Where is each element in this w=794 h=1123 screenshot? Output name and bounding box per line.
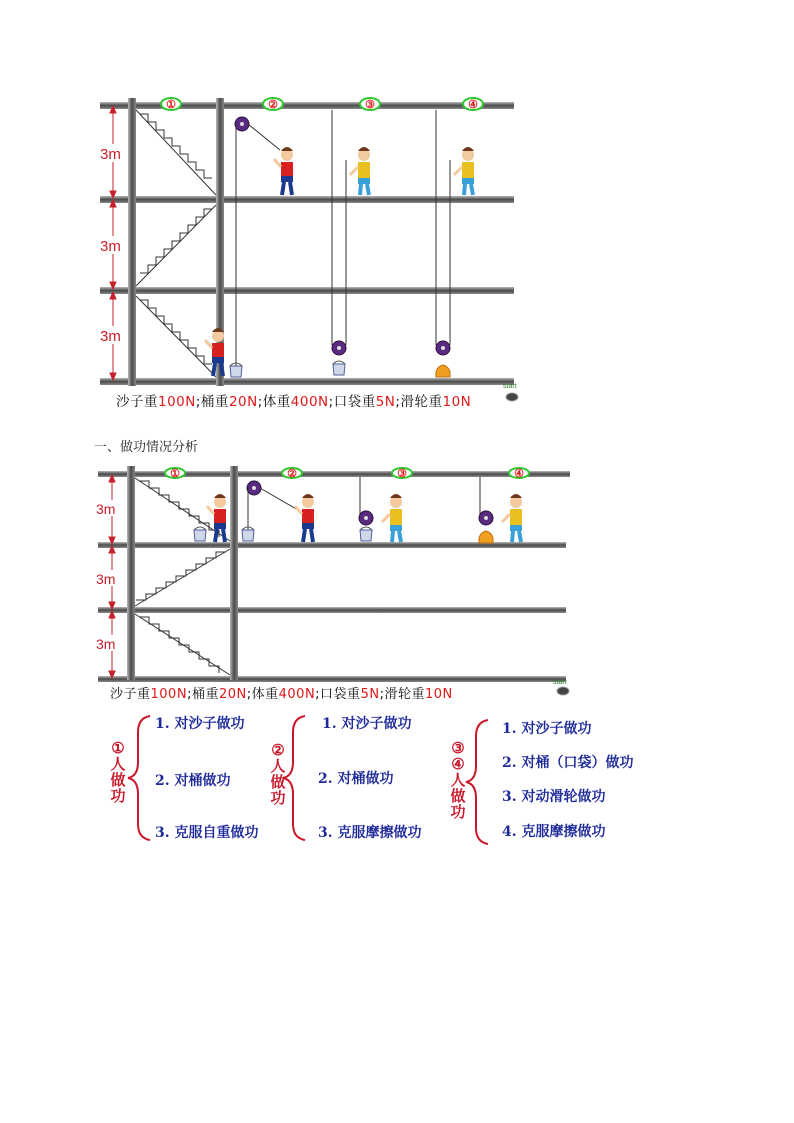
label-char: 功 xyxy=(110,787,126,805)
group-2-label xyxy=(268,742,288,806)
brace-group-3 xyxy=(466,720,488,844)
group-1-item-1: 1. 对沙子做功 xyxy=(155,716,245,732)
brace-group-1 xyxy=(128,716,150,840)
caption-text: ;滑轮重 xyxy=(379,687,425,702)
group-1-item-3: 3. 克服自重做功 xyxy=(155,825,259,841)
caption-value: 100N xyxy=(158,394,196,410)
marker-3: ③ xyxy=(365,99,375,111)
label-char: 人 xyxy=(270,757,286,775)
caption-text: ;体重 xyxy=(246,687,279,702)
start-label: start xyxy=(503,383,517,390)
marker-1: ① xyxy=(170,468,180,480)
caption-value: 5N xyxy=(360,687,380,702)
marker-1: ① xyxy=(166,99,176,111)
dimension-label: 3m xyxy=(96,571,116,587)
section-heading: 一、做功情况分析 xyxy=(94,440,199,455)
caption-text: ;口袋重 xyxy=(328,394,376,410)
label-char: ② xyxy=(271,741,285,759)
group-3-item-1: 1. 对沙子做功 xyxy=(502,721,592,737)
group-1-item-2: 2. 对桶做功 xyxy=(155,773,231,789)
group-2-item-2: 2. 对桶做功 xyxy=(318,771,394,787)
dimension-label: 3m xyxy=(100,328,121,345)
caption-value: 100N xyxy=(150,687,188,702)
group-3-item-3: 3. 对动滑轮做功 xyxy=(502,789,606,805)
caption-value: 10N xyxy=(442,394,472,410)
label-char: 做 xyxy=(450,787,466,805)
marker-4: ④ xyxy=(468,99,478,111)
dimension-label: 3m xyxy=(96,501,116,517)
label-char: 功 xyxy=(450,803,466,821)
marker-3: ③ xyxy=(397,468,407,480)
caption-value: 20N xyxy=(218,687,247,702)
caption-text: 沙子重 xyxy=(116,394,158,410)
caption-text: ;滑轮重 xyxy=(395,394,443,410)
label-char: 功 xyxy=(270,789,286,807)
label-char: 做 xyxy=(110,771,126,789)
label-char: ③ xyxy=(451,739,465,757)
label-char: 人 xyxy=(110,755,126,773)
caption-text: ;桶重 xyxy=(187,687,219,702)
dimension-label: 3m xyxy=(96,636,116,652)
marker-4: ④ xyxy=(514,468,524,480)
group-3-item-4: 4. 克服摩擦做功 xyxy=(502,824,606,840)
start-label: start xyxy=(553,679,567,686)
caption-text: ;桶重 xyxy=(195,394,229,410)
caption-value: 20N xyxy=(228,394,258,410)
group-3-label xyxy=(448,740,468,820)
dimension-label: 3m xyxy=(100,146,121,163)
caption-value: 400N xyxy=(278,687,316,702)
group-3-item-2: 2. 对桶（口袋）做功 xyxy=(502,755,634,771)
dimension-label: 3m xyxy=(100,238,121,255)
group-1-label xyxy=(108,740,128,804)
marker-2: ② xyxy=(268,99,278,111)
caption-value: 400N xyxy=(290,394,329,410)
caption-text: ;口袋重 xyxy=(315,687,361,702)
marker-2: ② xyxy=(287,468,297,480)
caption-value: 5N xyxy=(375,394,396,410)
label-char: 做 xyxy=(270,773,286,791)
caption-text: 沙子重 xyxy=(110,687,151,702)
caption-value: 10N xyxy=(424,687,453,702)
label-char: ④ xyxy=(451,755,465,773)
group-2-item-3: 3. 克服摩擦做功 xyxy=(318,825,422,841)
label-char: ① xyxy=(111,739,125,757)
label-char: 人 xyxy=(450,771,466,789)
caption-text: ;体重 xyxy=(257,394,291,410)
group-2-item-1: 1. 对沙子做功 xyxy=(322,716,412,732)
